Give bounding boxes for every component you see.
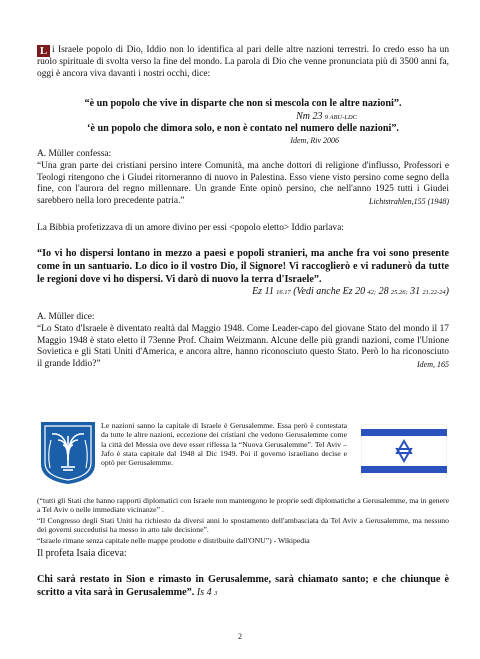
riv-2006-source: Idem, Riv 2006 (290, 136, 339, 145)
onu-note-text: “Israele rimane senza capitale nelle mappe prodotte e distribuite dall'ONU”) - Wikipedia (37, 536, 310, 545)
ezekiel-ref-see-also: (Vedi anche Ez 20 (290, 286, 366, 297)
diplomatic-note-text: (“tutti gli Stati che hanno rapporti diplomatici con Israele non mantengono le proprie sedi diplomatiche a Gerusalemme, ma in genere a Tel Aviv o nelle immediate vicinanze” . (37, 496, 449, 515)
muller-label-1 (37, 149, 449, 161)
bible-intro-line (37, 223, 449, 235)
congress-note (37, 516, 449, 535)
isaiah-quote-text: Chi sarà restato in Sion e rimasto in Gerusalemme, sarà chiamato santo; e che chiunque è scritto a vita sarà in Gerusalemme”. (37, 574, 449, 598)
numbers-quote-text: “è un popolo che vive in disparte che non si mescola con le altre nazioni”. (84, 98, 402, 109)
numbers-quote (37, 98, 449, 111)
congress-note-text: “Il Congresso degli Stati Uniti ha richiesto da diversi anni lo spostamento dell'ambasciata da Tel Aviv a Gerusalemme, ma nessuno dei governi succedutisi ha messo in atto tale decisione”. (37, 516, 449, 535)
ezekiel-ref-verse-2: 42; (367, 289, 377, 296)
intro-paragraph (37, 45, 449, 80)
ezekiel-quote-text: “Io vi ho dispersi lontano in mezzo a paesi e popoli stranieri, ma anche fra voi sono presente come in un santuario. Lo dico io il vostro Dio, il Signore! Vi raccoglierò e vi radunerò da tutte le regioni dove vi ho dispersi. Vi darò di nuovo la terra d'Israele”. (37, 248, 449, 285)
ezekiel-ref-ch-31: 31 (407, 286, 421, 297)
diplomatic-note (37, 496, 449, 515)
muller-quote-2-text: “Lo Stato d'Israele è diventato realtà dal Maggio 1948. Come Leader-capo del giovane Stato del mondo il 17 Maggio 1948 è stato eletto il 73enne Prof. Chaim Weizmann. Alcune delle più grandi nazioni, come l'Unione Sovietica e gli Stati Uniti d'America, e ancora altre, hanno riconosciuto questo Stato. Però lo ha riconosciuto il grande Iddio?” (37, 324, 449, 369)
isaiah-ref-main: Is 4 (196, 586, 212, 598)
israel-emblem (39, 420, 97, 486)
capital-paragraph-wrap (101, 421, 347, 467)
ezekiel-ref-verse-4: 21.22-24 (422, 289, 446, 296)
muller-quote-2 (37, 324, 449, 370)
page-number: 2 (238, 632, 242, 641)
ezekiel-ref-main: Ez 11 (252, 286, 274, 297)
isaiah-label (37, 548, 449, 560)
intro-text: Io credo esso ha un ruolo spirituale di svolta verso la fine del mondo. La parola di Dio che venne pronunciata più di 3500 anni fa, oggi è ancora viva davanti i nostri occhi, dice: (37, 45, 450, 79)
ezekiel-ref-close: ) (445, 286, 449, 297)
capital-paragraph-text: Le nazioni sanno la capitale di Israele è Gerusalemme. Essa però è contestata da tutte le altre nazioni, eccezione dei cristiani che vedono Gerusalemme come la città del Messia ove deve esser riflessa la “Nuova Gerusalemme”. Tel Aviv – Jafo è stata capitale dal 1948 al Dic 1949. Poi il governo israeliano decise e optò per Gerusalemme. (101, 421, 347, 468)
isaiah-ref-verse: 3 (214, 589, 218, 597)
isaiah-quote (37, 574, 449, 601)
idem-165-source: Idem, 165 (417, 359, 449, 369)
bible-intro-text: La Bibbia profetizzava di un amore divino per essi <popolo eletto> Iddio parlava: (37, 223, 344, 233)
drop-cap: L (37, 45, 50, 57)
numbers-quote-2-ref (37, 136, 449, 145)
muller-quote-1 (37, 161, 449, 207)
lichtstrahlen-source: Lichtstrahlen,155 (1948) (369, 196, 449, 206)
muller-label-1-text: A. Müller confessa: (37, 149, 112, 159)
numbers-quote-2-text: ‘è un popolo che dimora solo, e non è contato nel numero delle nazioni”. (87, 123, 399, 134)
ezekiel-ref-verse-3: 25.26; (390, 289, 408, 296)
numbers-quote-2 (37, 123, 449, 136)
ezekiel-reference (37, 286, 449, 297)
ezekiel-quote (37, 248, 449, 286)
numbers-reference (37, 111, 449, 122)
isaiah-label-text: Il profeta Isaia diceva: (37, 548, 127, 559)
numbers-ref-sup: 9 ABU-LDC (324, 114, 357, 121)
muller-label-2 (37, 312, 449, 324)
muller-label-2-text: A. Müller dice: (37, 312, 95, 322)
ezekiel-ref-verse-1: 16.17 (276, 289, 291, 296)
israel-flag (361, 424, 447, 478)
onu-note (37, 536, 449, 545)
intro-first-line: i Israele popolo di Dio, Iddio non lo identifica al pari delle altre nazioni terrestri. (52, 45, 369, 55)
ezekiel-ref-ch-28: 28 (376, 286, 389, 297)
muller-quote-1-text: “Una gran parte dei cristiani persino intere Comunità, ma anche dottori di religione d'influsso, Professori e Teologi ritengono che i Giudei ritorneranno di nuovo in Palestina. Esso viene visto persino come segno della fine, con l'aurora del regno millennare. Un grande Ente opinò persino, che nell'anno 1925 tutti i Giudei sarebbero nella loro precedente patria.” (37, 161, 449, 206)
numbers-ref-main: Nm 23 (296, 111, 323, 122)
